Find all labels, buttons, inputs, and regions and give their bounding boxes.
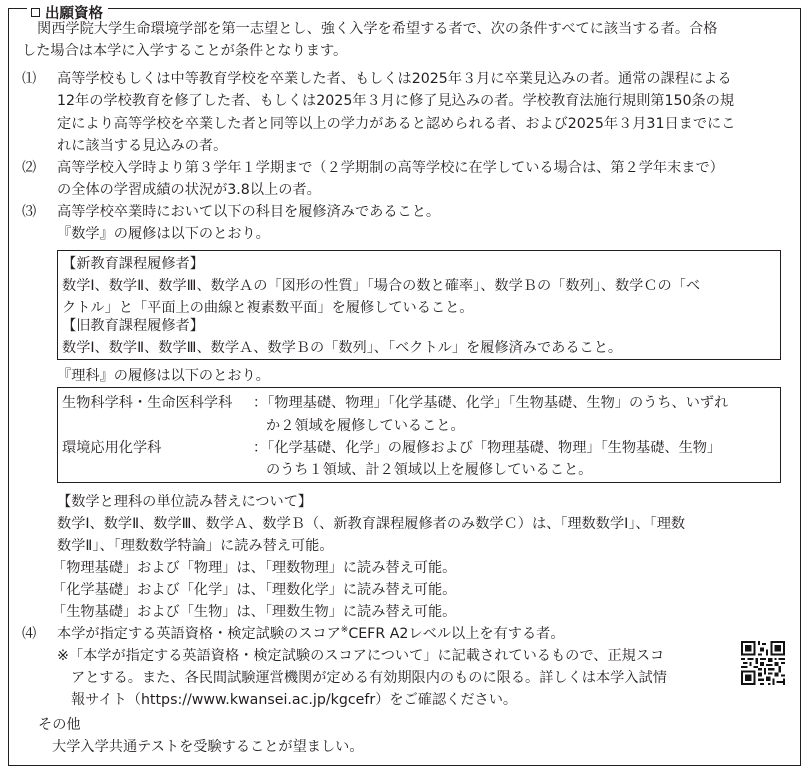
item-2-line-1: 高等学校入学時より第３学年１学期まで（２学期制の高等学校に在学している場合は、第２学年末まで） — [57, 160, 724, 176]
item-2-number: ⑵ — [22, 160, 37, 176]
item-4-note-line-1: ※「本学が指定する英語資格・検定試験のスコアについて」に記載されているもので、正規スコ — [57, 648, 665, 664]
math-new-curriculum-line-1: 数学Ⅰ、数学Ⅱ、数学Ⅲ、数学Ａの「図形の性質」「場合の数と確率」、数学Ｂの「数列」、数学Ｃの「ベ — [62, 278, 701, 294]
science-dept-2-line-2: のうち１領域、計２領域以上を履修していること。 — [266, 462, 593, 478]
item-4-footnote-mark: ※ — [340, 625, 349, 635]
credit-line-4: 「化学基礎」および「化学」は、「理数化学」に読み替え可能。 — [52, 582, 457, 598]
credit-line-5: 「生物基礎」および「生物」は、「理数生物」に読み替え可能。 — [52, 604, 457, 620]
item-1-line-4: れに該当する見込みの者。 — [57, 138, 228, 154]
science-dept-1-line-1: ：「物理基礎、物理」「化学基礎、化学」「生物基礎、生物」のうち、いずれ — [253, 395, 729, 411]
science-dept-1: 生物科学科・生命医科学科 — [62, 395, 233, 411]
item-3-number: ⑶ — [22, 204, 37, 220]
intro-line-2: した場合は本学に入学することが条件となります。 — [22, 43, 348, 59]
square-bullet-icon — [31, 8, 40, 17]
science-dept-1-line-2: か２領域を履修していること。 — [266, 418, 465, 434]
qr-code-icon[interactable] — [741, 641, 785, 685]
intro-line-1: 関西学院大学生命環境学部を第一志望とし、強く入学を希望する者で、次の条件すべてに該当する者。合格 — [37, 21, 718, 37]
math-new-curriculum-heading: 【新教育課程履修者】 — [62, 256, 204, 272]
item-2-line-2: の全体の学習成績の状況が3.8以上の者。 — [57, 182, 321, 198]
qr-code-graphic — [741, 641, 785, 685]
section-title: 出願資格 — [27, 6, 108, 22]
item-1-number: ⑴ — [22, 71, 37, 87]
science-dept-2: 環境応用化学科 — [62, 440, 162, 456]
credit-line-1: 数学Ⅰ、数学Ⅱ、数学Ⅲ、数学Ａ、数学Ｂ（、新教育課程履修者のみ数学Ｃ）は、「理数数学Ⅰ」、「理数 — [57, 516, 686, 532]
item-4-note-line-3: 報サイト（https://www.kwansei.ac.jp/kgcefr）をご確認ください。 — [71, 692, 518, 708]
credit-line-2: 数学Ⅱ」、「理数数学特論」に読み替え可能。 — [57, 538, 334, 554]
math-old-curriculum-line: 数学Ⅰ、数学Ⅱ、数学Ⅲ、数学Ａ、数学Ｂの「数列」、「ベクトル」を履修済みであること。 — [62, 340, 623, 356]
math-old-curriculum-heading: 【旧教育課程履修者】 — [62, 318, 204, 334]
item-1-line-1: 高等学校もしくは中等教育学校を卒業した者、もしくは2025年３月に卒業見込みの者。通常の課程による — [57, 71, 732, 87]
science-intro: 『理科』の履修は以下のとおり。 — [57, 368, 270, 384]
other-text: 大学入学共通テストを受験することが望ましい。 — [52, 739, 364, 755]
math-new-curriculum-line-2: クトル」と「平面上の曲線と複素数平面」を履修していること。 — [62, 300, 474, 316]
item-4-line-post: CEFR A2レベル以上を有する者。 — [348, 626, 565, 642]
other-heading: その他 — [38, 717, 81, 733]
item-4-note-line-2: アとする。また、各民間試験運営機関が定める有効期限内のものに限る。詳しくは本学入試情 — [71, 670, 667, 686]
item-4-line — [57, 624, 565, 644]
item-4-number: ⑷ — [22, 626, 37, 642]
credit-line-3: 「物理基礎」および「物理」は、「理数物理」に読み替え可能。 — [52, 560, 457, 576]
credit-heading: 【数学と理科の単位読み替えについて】 — [57, 494, 313, 510]
item-4-line-pre: 本学が指定する英語資格・検定試験のスコア — [57, 626, 341, 642]
science-dept-2-line-1: ：「化学基礎、化学」の履修および「物理基礎、物理」「生物基礎、生物」 — [253, 440, 722, 456]
item-3-line-2: 『数学』の履修は以下のとおり。 — [57, 226, 270, 242]
item-1-line-2: 12年の学校教育を修了した者、もしくは2025年３月に修了見込みの者。学校教育法施行規則第150条の規 — [57, 93, 735, 109]
item-1-line-3: 定により高等学校を卒業した者と同等以上の学力があると認められる者、および2025年３月31日までにこ — [57, 116, 736, 132]
item-3-line-1: 高等学校卒業時において以下の科目を履修済みであること。 — [57, 204, 441, 220]
